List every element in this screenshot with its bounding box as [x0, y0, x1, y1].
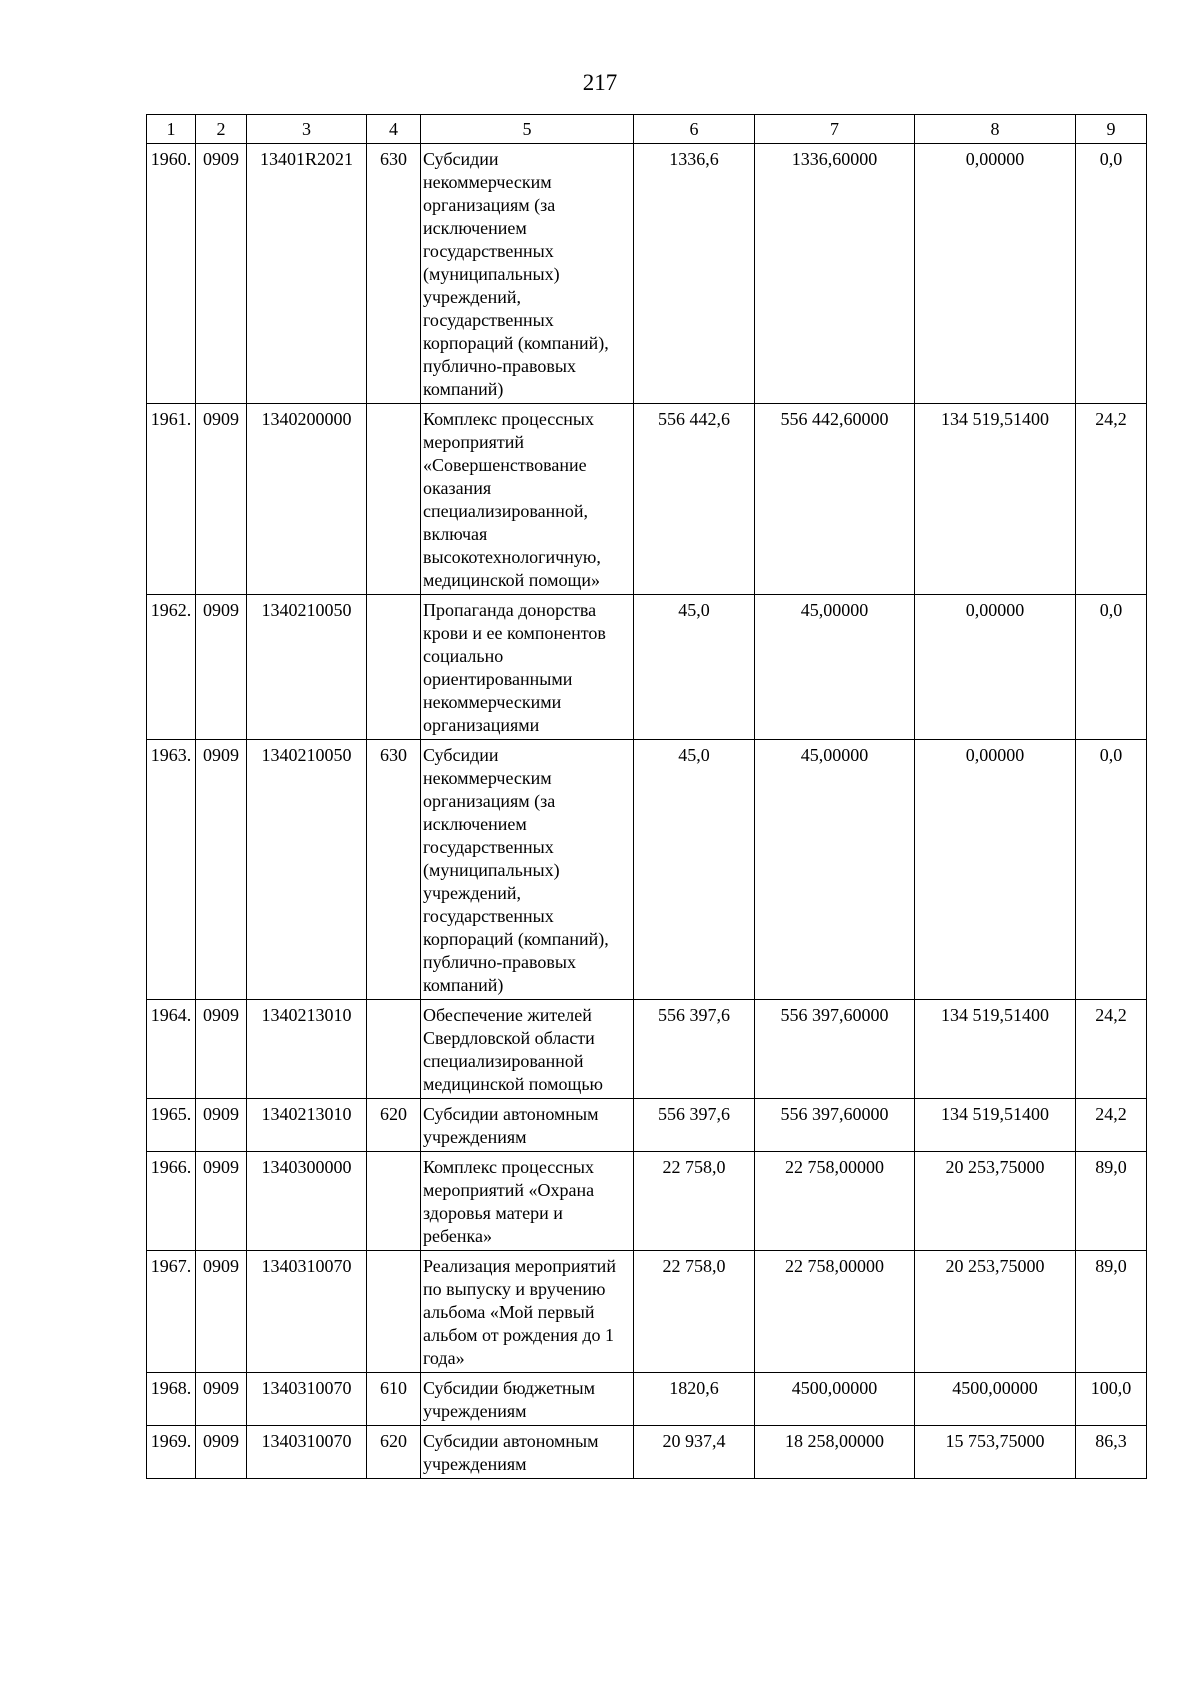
executed-amount: 20 253,75000 — [915, 1251, 1076, 1373]
item-name: Обеспечение жителей Свердловской области специализированной медицинской помощью — [421, 1000, 634, 1099]
plan-amount: 45,00000 — [755, 595, 915, 740]
approved-amount: 1336,6 — [634, 144, 755, 404]
row-number: 1969. — [147, 1426, 196, 1479]
header-cell: 4 — [367, 115, 421, 144]
approved-amount: 45,0 — [634, 595, 755, 740]
approved-amount: 20 937,4 — [634, 1426, 755, 1479]
item-name: Субсидии автономным учреждениям — [421, 1426, 634, 1479]
execution-percent: 24,2 — [1076, 1000, 1147, 1099]
table-row — [147, 1000, 1147, 1099]
section-code: 0909 — [196, 1099, 247, 1152]
header-cell: 9 — [1076, 115, 1147, 144]
expense-type — [367, 1000, 421, 1099]
table-row — [147, 1152, 1147, 1251]
execution-percent: 24,2 — [1076, 1099, 1147, 1152]
executed-amount: 15 753,75000 — [915, 1426, 1076, 1479]
target-code: 1340310070 — [247, 1251, 367, 1373]
expense-type — [367, 1152, 421, 1251]
row-number: 1967. — [147, 1251, 196, 1373]
plan-amount: 556 397,60000 — [755, 1000, 915, 1099]
approved-amount: 556 442,6 — [634, 404, 755, 595]
expense-type: 630 — [367, 740, 421, 1000]
item-name: Комплекс процессных мероприятий «Охрана здоровья матери и ребенка» — [421, 1152, 634, 1251]
expense-type: 620 — [367, 1099, 421, 1152]
executed-amount: 4500,00000 — [915, 1373, 1076, 1426]
table-row — [147, 1373, 1147, 1426]
section-code: 0909 — [196, 740, 247, 1000]
section-code: 0909 — [196, 1373, 247, 1426]
section-code: 0909 — [196, 1152, 247, 1251]
approved-amount: 22 758,0 — [634, 1251, 755, 1373]
executed-amount: 134 519,51400 — [915, 1099, 1076, 1152]
execution-percent: 86,3 — [1076, 1426, 1147, 1479]
execution-percent: 89,0 — [1076, 1251, 1147, 1373]
plan-amount: 22 758,00000 — [755, 1251, 915, 1373]
plan-amount: 1336,60000 — [755, 144, 915, 404]
table-row — [147, 404, 1147, 595]
header-cell: 5 — [421, 115, 634, 144]
table-row — [147, 144, 1147, 404]
plan-amount: 18 258,00000 — [755, 1426, 915, 1479]
target-code: 1340310070 — [247, 1373, 367, 1426]
target-code: 13401R2021 — [247, 144, 367, 404]
target-code: 1340200000 — [247, 404, 367, 595]
approved-amount: 556 397,6 — [634, 1099, 755, 1152]
row-number: 1968. — [147, 1373, 196, 1426]
execution-percent: 24,2 — [1076, 404, 1147, 595]
row-number: 1966. — [147, 1152, 196, 1251]
execution-percent: 0,0 — [1076, 740, 1147, 1000]
table-row — [147, 595, 1147, 740]
row-number: 1965. — [147, 1099, 196, 1152]
execution-percent: 0,0 — [1076, 144, 1147, 404]
section-code: 0909 — [196, 1251, 247, 1373]
item-name: Субсидии автономным учреждениям — [421, 1099, 634, 1152]
header-cell: 2 — [196, 115, 247, 144]
section-code: 0909 — [196, 595, 247, 740]
item-name: Комплекс процессных мероприятий «Совершенствование оказания специализированной, включая высокотехнологичную, медицинской помощи» — [421, 404, 634, 595]
execution-percent: 89,0 — [1076, 1152, 1147, 1251]
target-code: 1340213010 — [247, 1099, 367, 1152]
header-cell: 6 — [634, 115, 755, 144]
target-code: 1340310070 — [247, 1426, 367, 1479]
expense-type — [367, 595, 421, 740]
table-row — [147, 1251, 1147, 1373]
expense-type — [367, 404, 421, 595]
item-name: Субсидии некоммерческим организациям (за исключением государственных (муниципальных) учреждений, государственных корпораций (компаний), публично-правовых компаний) — [421, 144, 634, 404]
plan-amount: 556 397,60000 — [755, 1099, 915, 1152]
page-number: 217 — [582, 70, 618, 95]
target-code: 1340210050 — [247, 740, 367, 1000]
section-code: 0909 — [196, 1426, 247, 1479]
header-cell: 7 — [755, 115, 915, 144]
section-code: 0909 — [196, 404, 247, 595]
target-code: 1340210050 — [247, 595, 367, 740]
row-number: 1963. — [147, 740, 196, 1000]
header-row — [147, 115, 1147, 144]
executed-amount: 0,00000 — [915, 740, 1076, 1000]
item-name: Субсидии бюджетным учреждениям — [421, 1373, 634, 1426]
executed-amount: 134 519,51400 — [915, 404, 1076, 595]
target-code: 1340213010 — [247, 1000, 367, 1099]
row-number: 1961. — [147, 404, 196, 595]
executed-amount: 0,00000 — [915, 595, 1076, 740]
expense-type: 610 — [367, 1373, 421, 1426]
approved-amount: 556 397,6 — [634, 1000, 755, 1099]
header-cell: 8 — [915, 115, 1076, 144]
row-number: 1962. — [147, 595, 196, 740]
expense-type — [367, 1251, 421, 1373]
item-name: Субсидии некоммерческим организациям (за исключением государственных (муниципальных) учреждений, государственных корпораций (компаний), публично-правовых компаний) — [421, 740, 634, 1000]
item-name: Реализация мероприятий по выпуску и вручению альбома «Мой первый альбом от рождения до 1 года» — [421, 1251, 634, 1373]
plan-amount: 556 442,60000 — [755, 404, 915, 595]
executed-amount: 134 519,51400 — [915, 1000, 1076, 1099]
expense-type: 620 — [367, 1426, 421, 1479]
section-code: 0909 — [196, 144, 247, 404]
plan-amount: 22 758,00000 — [755, 1152, 915, 1251]
approved-amount: 45,0 — [634, 740, 755, 1000]
item-name: Пропаганда донорства крови и ее компонентов социально ориентированными некоммерческими организациями — [421, 595, 634, 740]
expense-type: 630 — [367, 144, 421, 404]
table-row — [147, 1426, 1147, 1479]
section-code: 0909 — [196, 1000, 247, 1099]
plan-amount: 45,00000 — [755, 740, 915, 1000]
executed-amount: 0,00000 — [915, 144, 1076, 404]
execution-percent: 100,0 — [1076, 1373, 1147, 1426]
approved-amount: 22 758,0 — [634, 1152, 755, 1251]
target-code: 1340300000 — [247, 1152, 367, 1251]
budget-table — [146, 114, 1147, 1479]
executed-amount: 20 253,75000 — [915, 1152, 1076, 1251]
row-number: 1964. — [147, 1000, 196, 1099]
header-cell: 3 — [247, 115, 367, 144]
header-cell: 1 — [147, 115, 196, 144]
row-number: 1960. — [147, 144, 196, 404]
execution-percent: 0,0 — [1076, 595, 1147, 740]
table-row — [147, 740, 1147, 1000]
table-row — [147, 1099, 1147, 1152]
plan-amount: 4500,00000 — [755, 1373, 915, 1426]
approved-amount: 1820,6 — [634, 1373, 755, 1426]
